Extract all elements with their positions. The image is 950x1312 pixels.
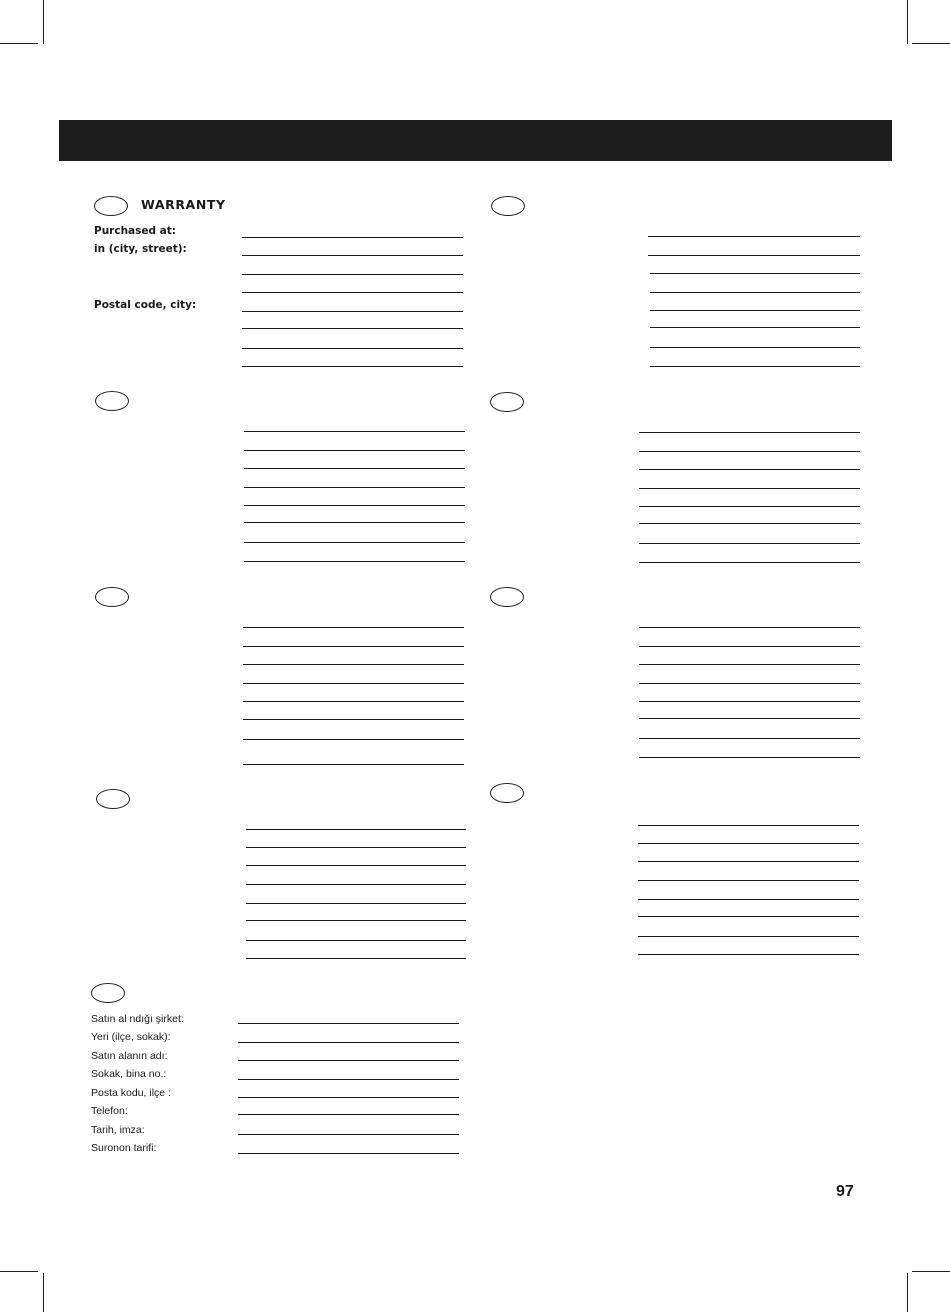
input-line-tr-8[interactable]	[238, 1153, 459, 1154]
input-line-l4-8[interactable]	[246, 958, 466, 959]
language-oval-tr	[91, 983, 125, 1003]
input-line-r4-4[interactable]	[638, 880, 859, 881]
input-line-l2-4[interactable]	[244, 487, 465, 488]
input-line-en-1[interactable]	[242, 237, 463, 238]
label-tr-place: Yeri (ilçe, sokak):	[91, 1031, 171, 1043]
input-line-tr-4[interactable]	[238, 1079, 459, 1080]
input-line-l3-4[interactable]	[243, 683, 464, 684]
input-line-r1-4[interactable]	[650, 292, 860, 293]
input-line-tr-2[interactable]	[238, 1042, 459, 1043]
input-line-l3-5[interactable]	[243, 701, 464, 702]
input-line-l3-3[interactable]	[243, 664, 464, 665]
page-number: 97	[836, 1183, 854, 1200]
input-line-r3-4[interactable]	[639, 683, 860, 684]
input-line-l4-3[interactable]	[246, 865, 466, 866]
input-line-tr-1[interactable]	[238, 1023, 459, 1024]
input-line-tr-7[interactable]	[238, 1134, 459, 1135]
label-purchased-at: Purchased at:	[94, 225, 176, 237]
input-line-r1-1[interactable]	[648, 236, 860, 237]
input-line-r1-7[interactable]	[650, 347, 860, 348]
language-oval-r4	[490, 783, 524, 803]
crop-mark-bottom-left-vertical	[43, 1273, 44, 1312]
label-tr-postal-district: Posta kodu, ilçe :	[91, 1087, 171, 1099]
crop-mark-top-left-vertical	[43, 0, 44, 44]
input-line-r3-3[interactable]	[639, 664, 860, 665]
input-line-r3-8[interactable]	[639, 757, 860, 758]
label-tr-street-no: Sokak, bina no.:	[91, 1068, 167, 1080]
input-line-r3-5[interactable]	[639, 701, 860, 702]
crop-mark-bottom-right-horizontal	[912, 1271, 950, 1272]
input-line-l4-4[interactable]	[246, 884, 466, 885]
label-tr-purchase-date: Suronon tarifi:	[91, 1142, 157, 1154]
input-line-tr-3[interactable]	[238, 1060, 459, 1061]
input-line-l4-5[interactable]	[246, 903, 466, 904]
input-line-r2-3[interactable]	[639, 469, 860, 470]
input-line-l3-1[interactable]	[243, 627, 464, 628]
input-line-r4-3[interactable]	[638, 861, 859, 862]
language-oval-en	[94, 196, 128, 216]
input-line-en-4[interactable]	[242, 292, 463, 293]
language-oval-l2	[95, 391, 129, 411]
input-line-r2-6[interactable]	[639, 523, 860, 524]
input-line-r1-5[interactable]	[650, 310, 860, 311]
section-title-warranty: WARRANTY	[141, 197, 226, 212]
input-line-r3-2[interactable]	[639, 646, 860, 647]
input-line-r4-1[interactable]	[638, 825, 859, 826]
input-line-r4-5[interactable]	[638, 899, 859, 900]
language-oval-l3	[95, 587, 129, 607]
input-line-l2-6[interactable]	[244, 522, 465, 523]
input-line-r2-4[interactable]	[639, 488, 860, 489]
input-line-r2-5[interactable]	[639, 506, 860, 507]
input-line-l4-2[interactable]	[246, 847, 466, 848]
crop-mark-bottom-right-vertical	[907, 1273, 908, 1312]
input-line-l2-2[interactable]	[244, 450, 465, 451]
input-line-r3-7[interactable]	[639, 738, 860, 739]
input-line-r1-3[interactable]	[650, 273, 860, 274]
label-tr-company: Satın al ndığı şirket:	[91, 1013, 184, 1025]
label-city-street: in (city, street):	[94, 243, 187, 255]
input-line-r2-1[interactable]	[639, 432, 860, 433]
crop-mark-bottom-left-horizontal	[0, 1271, 38, 1272]
input-line-l4-7[interactable]	[246, 940, 466, 941]
input-line-r2-8[interactable]	[639, 562, 860, 563]
input-line-r1-2[interactable]	[648, 255, 860, 256]
input-line-l3-8[interactable]	[243, 764, 464, 765]
input-line-r1-8[interactable]	[650, 366, 860, 367]
language-oval-r1	[491, 196, 525, 216]
input-line-r4-7[interactable]	[638, 936, 859, 937]
crop-mark-top-left-horizontal	[0, 43, 38, 44]
input-line-en-2[interactable]	[242, 255, 463, 256]
input-line-en-5[interactable]	[242, 311, 463, 312]
input-line-l3-6[interactable]	[243, 719, 464, 720]
input-line-en-7[interactable]	[242, 348, 463, 349]
label-tr-buyer-name: Satın alanın adı:	[91, 1050, 168, 1062]
input-line-r4-6[interactable]	[638, 916, 859, 917]
crop-mark-top-right-horizontal	[912, 43, 950, 44]
input-line-r2-7[interactable]	[639, 543, 860, 544]
input-line-r3-6[interactable]	[639, 718, 860, 719]
input-line-en-8[interactable]	[242, 366, 463, 367]
input-line-r2-2[interactable]	[639, 451, 860, 452]
crop-mark-top-right-vertical	[907, 0, 908, 44]
language-oval-l4	[96, 789, 130, 809]
input-line-r4-8[interactable]	[638, 954, 859, 955]
input-line-l2-3[interactable]	[244, 468, 465, 469]
input-line-en-3[interactable]	[242, 274, 463, 275]
input-line-tr-5[interactable]	[238, 1097, 459, 1098]
language-oval-r2	[490, 392, 524, 412]
label-postal-code-city: Postal code, city:	[94, 299, 197, 311]
input-line-tr-6[interactable]	[238, 1114, 459, 1115]
label-tr-phone: Telefon:	[91, 1105, 128, 1117]
input-line-en-6[interactable]	[242, 328, 463, 329]
label-tr-date-signature: Tarih, imza:	[91, 1124, 145, 1136]
input-line-r4-2[interactable]	[638, 843, 859, 844]
input-line-l2-5[interactable]	[244, 505, 465, 506]
header-bar	[59, 120, 892, 161]
input-line-r3-1[interactable]	[639, 627, 860, 628]
input-line-l3-2[interactable]	[243, 646, 464, 647]
input-line-l2-1[interactable]	[244, 431, 465, 432]
input-line-r1-6[interactable]	[650, 327, 860, 328]
input-line-l4-1[interactable]	[246, 829, 466, 830]
input-line-l4-6[interactable]	[246, 920, 466, 921]
language-oval-r3	[490, 587, 524, 607]
input-line-l2-8[interactable]	[244, 561, 465, 562]
input-line-l3-7[interactable]	[243, 739, 464, 740]
input-line-l2-7[interactable]	[244, 542, 465, 543]
